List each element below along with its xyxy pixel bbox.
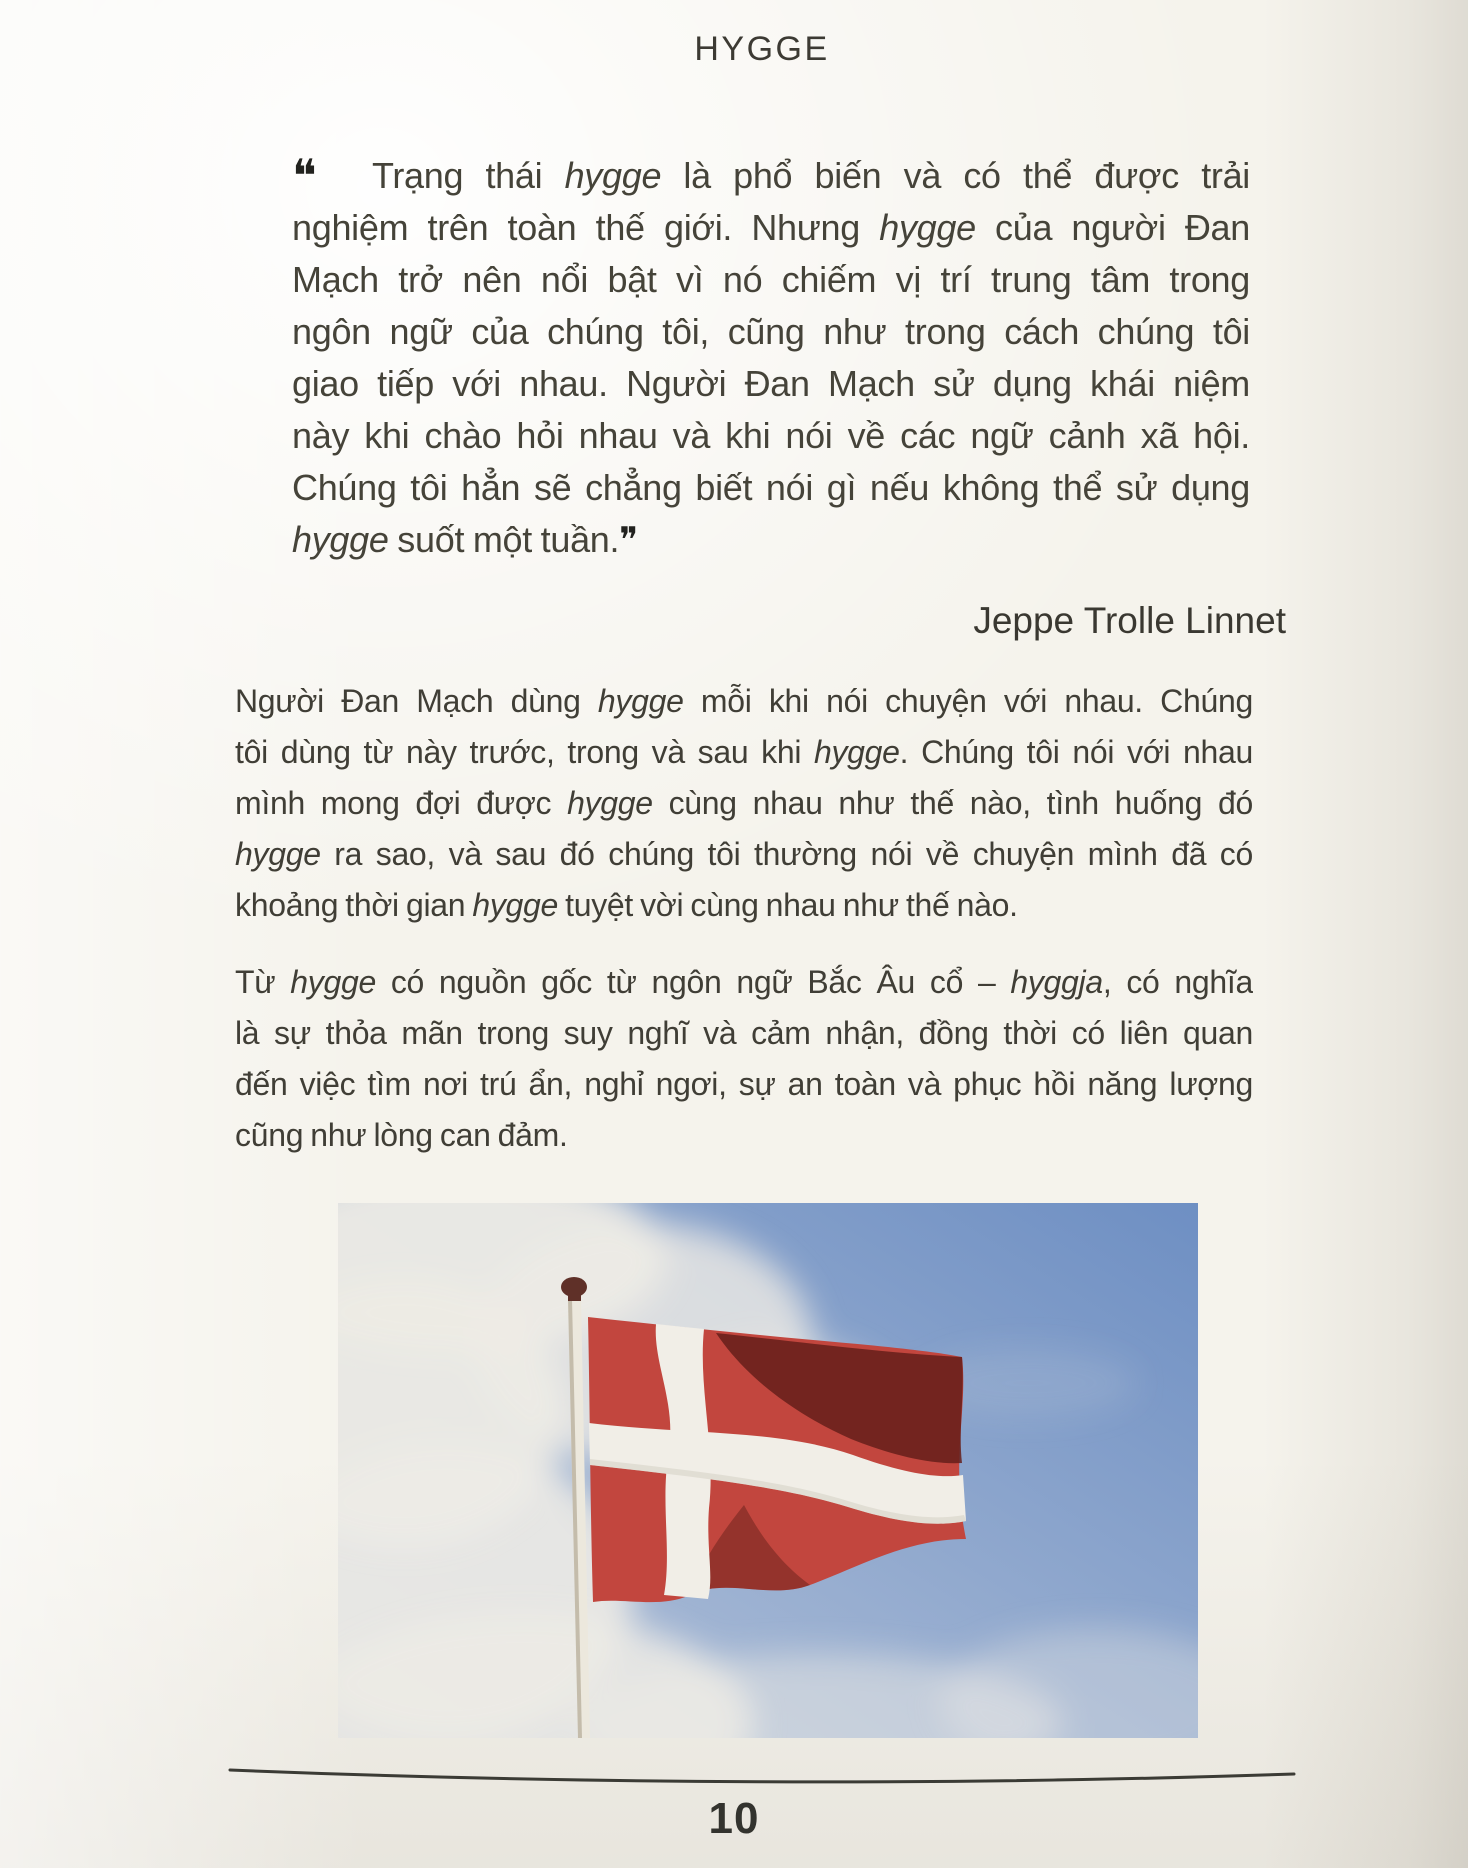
body-paragraph [235,957,1253,1161]
text-line: nghiệm trên toàn thế giới. Nhưng hygge của người Đan [292,207,1250,248]
text-line: Mạch trở nên nổi bật vì nó chiếm vị trí trung tâm trong [292,259,1250,300]
opening-quote-icon: ❝ [292,149,317,203]
body-paragraph [235,676,1253,931]
text-line: đến việc tìm nơi trú ẩn, nghỉ ngơi, sự an toàn và phục hồi năng lượng [235,1066,1253,1102]
text-line: ngôn ngữ của chúng tôi, cũng như trong cách chúng tôi [292,311,1250,352]
text-line: là sự thỏa mãn trong suy nghĩ và cảm nhận, đồng thời có liên quan [235,1015,1253,1051]
flag-photo-canvas [338,1203,1198,1738]
text-line: Từ hygge có nguồn gốc từ ngôn ngữ Bắc Âu cổ – hyggja, có nghĩa [235,964,1253,1000]
text-line: Trạng thái hygge là phổ biến và có thể được trải [372,155,1250,196]
text-line: Chúng tôi hẳn sẽ chẳng biết nói gì nếu không thể sử dụng [292,467,1250,508]
text-line: mình mong đợi được hygge cùng nhau như thế nào, tình huống đó [235,785,1253,821]
quote-attribution: Jeppe Trolle Linnet [973,600,1286,641]
divider-rule [228,1756,1296,1790]
block-quote [292,150,1250,566]
text-line: hygge suốt một tuần.❞ [292,519,638,561]
quote-lines [292,150,1250,566]
text-line: Người Đan Mạch dùng hygge mỗi khi nói chuyện với nhau. Chúng [235,683,1253,719]
text-line: tôi dùng từ này trước, trong và sau khi hygge. Chúng tôi nói với nhau [235,734,1253,770]
text-line: này khi chào hỏi nhau và khi nói về các ngữ cảnh xã hội. [292,415,1250,456]
text-line: hygge ra sao, và sau đó chúng tôi thường nói về chuyện mình đã có [235,836,1253,872]
page-title: HYGGE [694,30,830,68]
text-line: giao tiếp với nhau. Người Đan Mạch sử dụng khái niệm [292,363,1250,404]
page-number: 10 [708,1794,760,1843]
danish-flag-photo [338,1203,1198,1738]
text-line: khoảng thời gian hygge tuyệt vời cùng nhau như thế nào. [235,887,1018,923]
text-line: cũng như lòng can đảm. [235,1117,568,1153]
